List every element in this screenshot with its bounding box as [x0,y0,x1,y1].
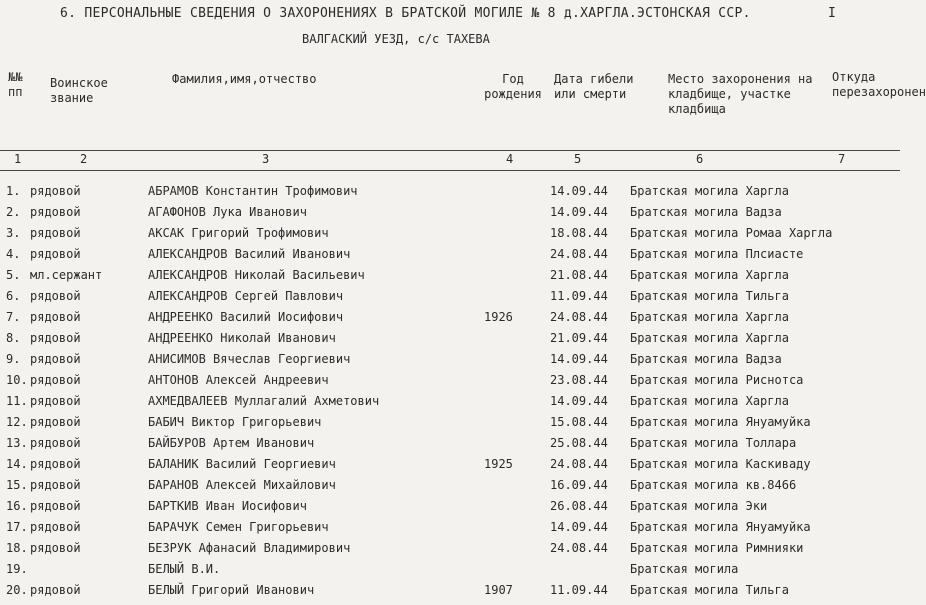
column-number-rule [0,170,900,171]
page-subtitle: ВАЛГАСКИЙ УЕЗД, с/с ТАХЕВА [302,32,490,46]
row-name: АНИСИМОВ Вячеслав Георгиевич [148,352,351,366]
page-number: I [828,6,836,21]
row-burial-place: Братская могила Ромаа Харгла [630,226,833,240]
row-burial-place: Братская могила Януамуйка [630,520,811,534]
page-title: 6. ПЕРСОНАЛЬНЫЕ СВЕДЕНИЯ О ЗАХОРОНЕНИЯХ В БРАТСКОЙ МОГИЛЕ № 8 д.ХАРГЛА.ЭСТОНСКАЯ ССР. [60,6,751,21]
row-name: АНДРЕЕНКО Николай Иванович [148,331,336,345]
table-row [0,394,900,416]
row-number: 4. [6,247,21,261]
row-name: АХМЕДВАЛЕЕВ Муллагалий Ахметович [148,394,380,408]
header-rule [0,150,900,151]
table-row [0,562,900,584]
row-name: АЛЕКСАНДРОВ Сергей Павлович [148,289,344,303]
row-name: АЛЕКСАНДРОВ Василий Иванович [148,247,351,261]
header-num: №№ пп [8,70,23,99]
header-rank: Воинское звание [50,76,108,105]
row-burial-place: Братская могила кв.8466 [630,478,797,492]
row-rank: рядовой [30,184,81,198]
row-death-date: 24.08.44 [550,310,608,324]
row-name: АНТОНОВ Алексей Андреевич [148,373,329,387]
row-number: 1. [6,184,21,198]
row-number: 3. [6,226,21,240]
row-death-date: 14.09.44 [550,184,608,198]
table-row [0,478,900,500]
row-name: БАЛАНИК Василий Георгиевич [148,457,336,471]
row-number: 10. [6,373,28,387]
table-row [0,226,900,248]
row-number: 15. [6,478,28,492]
table-row [0,352,900,374]
row-name: БАРАНОВ Алексей Михайлович [148,478,336,492]
table-row [0,583,900,605]
row-rank: рядовой [30,583,81,597]
row-death-date: 21.09.44 [550,331,608,345]
row-death-date: 21.08.44 [550,268,608,282]
row-rank: рядовой [30,499,81,513]
column-number: 5 [574,152,582,166]
row-death-date: 14.09.44 [550,394,608,408]
row-number: 12. [6,415,28,429]
row-burial-place: Братская могила Тильга [630,583,789,597]
table-row [0,310,900,332]
row-burial-place: Братская могила Вадза [630,205,782,219]
row-rank: рядовой [30,478,81,492]
row-rank: рядовой [30,394,81,408]
table-row [0,457,900,479]
row-number: 14. [6,457,28,471]
row-name: АКСАК Григорий Трофимович [148,226,329,240]
row-death-date: 25.08.44 [550,436,608,450]
row-rank: рядовой [30,373,81,387]
row-rank: рядовой [30,310,81,324]
row-rank: рядовой [30,541,81,555]
row-number: 13. [6,436,28,450]
table-row [0,205,900,227]
row-number: 19. [6,562,28,576]
table-row [0,289,900,311]
table-row [0,415,900,437]
row-death-date: 26.08.44 [550,499,608,513]
header-name: Фамилия,имя,отчество [172,72,317,86]
row-burial-place: Братская могила Толлара [630,436,797,450]
row-name: БАРАЧУК Семен Григорьевич [148,520,329,534]
row-rank: рядовой [30,331,81,345]
row-birth-year: 1907 [484,583,513,597]
row-rank: рядовой [30,520,81,534]
row-name: АБРАМОВ Константин Трофимович [148,184,358,198]
row-number: 7. [6,310,21,324]
row-number: 17. [6,520,28,534]
row-death-date: 24.08.44 [550,247,608,261]
row-name: БЕЗРУК Афанасий Владимирович [148,541,351,555]
row-number: 5. [6,268,21,282]
column-number: 7 [838,152,846,166]
row-death-date: 24.08.44 [550,541,608,555]
table-row [0,331,900,353]
row-death-date: 11.09.44 [550,583,608,597]
column-number: 6 [696,152,704,166]
row-rank: рядовой [30,436,81,450]
row-number: 9. [6,352,21,366]
row-death-date: 18.08.44 [550,226,608,240]
row-rank: рядовой [30,457,81,471]
row-name: БАБИЧ Виктор Григорьевич [148,415,322,429]
table-row [0,373,900,395]
table-row [0,184,900,206]
row-name: АГАФОНОВ Лука Иванович [148,205,307,219]
row-burial-place: Братская могила Харгла [630,268,789,282]
row-birth-year: 1926 [484,310,513,324]
row-number: 8. [6,331,21,345]
row-burial-place: Братская могила Харгла [630,394,789,408]
row-burial-place: Братская могила Эки [630,499,768,513]
row-number: 16. [6,499,28,513]
row-number: 20. [6,583,28,597]
row-rank: рядовой [30,226,81,240]
row-burial-place: Братская могила Риснотса [630,373,804,387]
row-burial-place: Братская могила Вадза [630,352,782,366]
row-death-date: 23.08.44 [550,373,608,387]
row-death-date: 14.09.44 [550,205,608,219]
row-name: АНДРЕЕНКО Василий Иосифович [148,310,344,324]
row-death-date: 11.09.44 [550,289,608,303]
row-number: 6. [6,289,21,303]
row-number: 2. [6,205,21,219]
row-burial-place: Братская могила Харгла [630,184,789,198]
column-number: 2 [80,152,88,166]
row-death-date: 24.08.44 [550,457,608,471]
row-burial-place: Братская могила Плсиасте [630,247,804,261]
row-burial-place: Братская могила [630,562,739,576]
row-rank: рядовой [30,247,81,261]
table-row [0,247,900,269]
row-rank: рядовой [30,289,81,303]
column-number: 3 [262,152,270,166]
row-death-date: 16.09.44 [550,478,608,492]
row-number: 18. [6,541,28,555]
row-name: АЛЕКСАНДРОВ Николай Васильевич [148,268,365,282]
row-death-date: 15.08.44 [550,415,608,429]
table-row [0,520,900,542]
row-death-date: 14.09.44 [550,352,608,366]
row-name: БАРТКИВ Иван Иосифович [148,499,307,513]
header-year: Год рождения [484,72,542,101]
table-row [0,541,900,563]
table-row [0,268,900,290]
row-name: БАЙБУРОВ Артем Иванович [148,436,315,450]
table-row [0,499,900,521]
row-burial-place: Братская могила Римнияки [630,541,804,555]
row-rank: рядовой [30,352,81,366]
row-death-date: 14.09.44 [550,520,608,534]
row-name: БЕЛЫЙ Григорий Иванович [148,583,315,597]
row-burial-place: Братская могила Тильга [630,289,789,303]
header-date: Дата гибели или смерти [554,72,634,101]
row-burial-place: Братская могила Януамуйка [630,415,811,429]
row-rank: мл.сержант [30,268,103,282]
row-number: 11. [6,394,28,408]
row-burial-place: Братская могила Каскиваду [630,457,811,471]
header-place: Место захоронения на кладбище, участке кладбища [668,72,813,116]
row-rank: рядовой [30,205,81,219]
row-name: БЕЛЫЙ В.И. [148,562,221,576]
table-row [0,436,900,458]
row-birth-year: 1925 [484,457,513,471]
header-from: Откуда перезахоронен [832,70,926,99]
column-number: 1 [14,152,22,166]
row-burial-place: Братская могила Харгла [630,310,789,324]
row-burial-place: Братская могила Харгла [630,331,789,345]
row-rank: рядовой [30,415,81,429]
column-number: 4 [506,152,514,166]
